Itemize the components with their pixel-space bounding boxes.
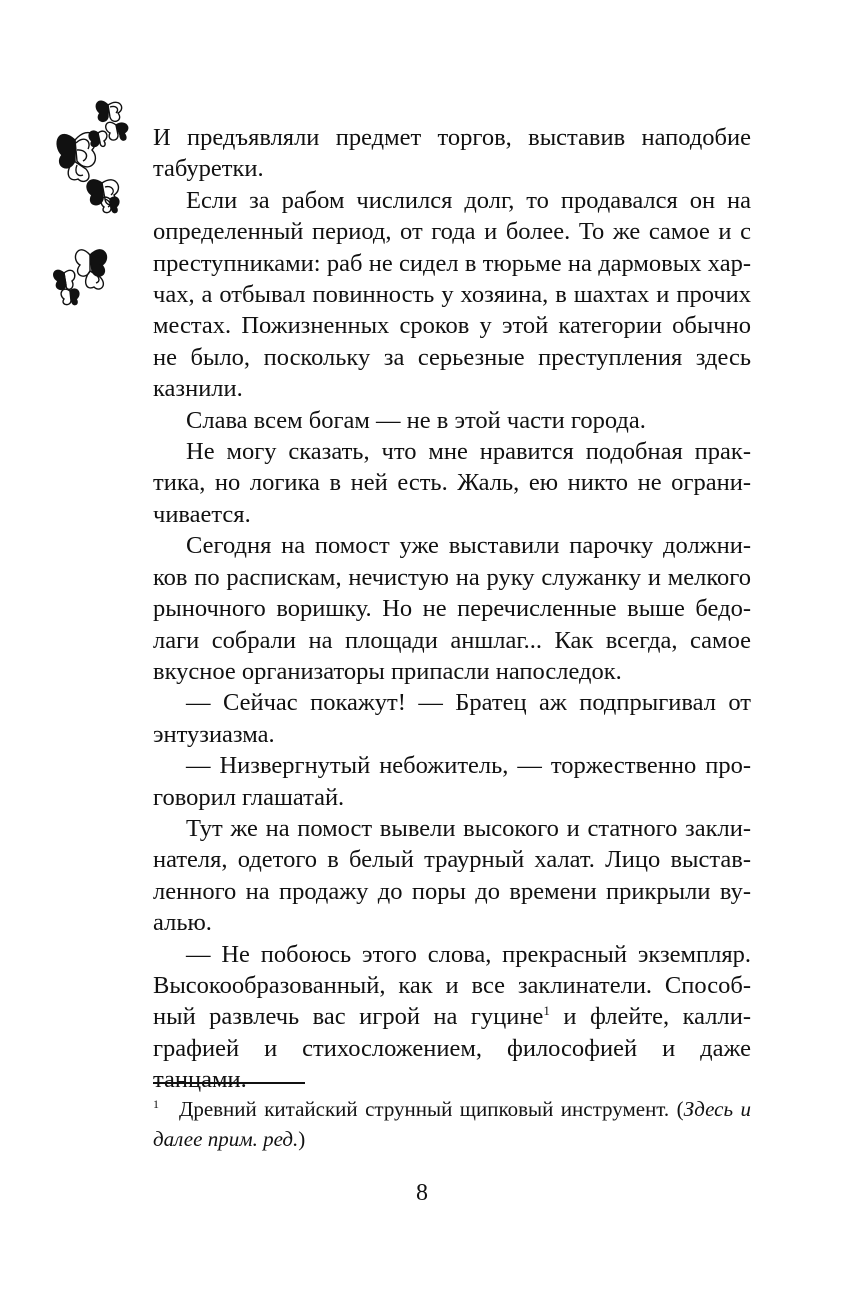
paragraph: Слава всем богам — не в этой части города. [186, 406, 646, 434]
page-number: 8 [416, 1180, 428, 1206]
paragraph: Не могу сказать, что мне нравится подобная практика, но логика в ней есть. Жаль, ею никто не ограничивается. [153, 438, 751, 528]
paragraph: И предъявляли предмет торгов, выставив наподобие табуретки. [153, 124, 751, 183]
flower-icon [75, 250, 106, 289]
footnote-divider [153, 1082, 305, 1084]
paragraph: — Низвергнутый небожитель, — торжественно проговорил глашатай. [153, 752, 751, 811]
footnote-text: Древний китайский струнный щипковый инструмент. ( [179, 1097, 684, 1121]
paragraph-tail: и флейте, каллиграфией и стихосложением, философией и даже танцами. [153, 1003, 751, 1094]
butterfly-icon [54, 270, 75, 289]
paragraph [153, 939, 751, 1096]
butterfly-icon [106, 122, 128, 140]
paragraph: Тут же на помост вывели высокого и статного заклинателя, одетого в белый траурный халат. Лицо выставленного на продажу до поры до времени прикрыли вуалью. [153, 814, 751, 937]
footnote-close: ) [298, 1127, 306, 1151]
footnote-number: 1 [153, 1097, 159, 1111]
butterfly-icon [89, 131, 107, 146]
paragraph: — Сейчас покажут! — Братец аж подпрыгивал от энтузиазма. [153, 689, 751, 748]
butterfly-icon [96, 101, 121, 121]
butterfly-icon [61, 289, 79, 304]
footnote [153, 1094, 751, 1154]
main-text [153, 122, 751, 1096]
footnote-editor-note: Здесь и далее прим. ред. [153, 1097, 751, 1151]
butterfly-icon [101, 197, 119, 212]
paragraph: Сегодня на помост уже выставили парочку должников по распискам, нечистую на руку служанку и мелкого рыночного воришку. Но не перечисленные выше бедолаги собрали на площади аншлаг... Как всегда, самое вкусное организаторы припасли напоследок. [153, 532, 751, 685]
butterfly-ornament-icon [50, 95, 135, 310]
paragraph-text: — Не побоюсь этого слова, прекрасный экземпляр. Высокообразованный, как и все заклинатели. Способный развлечь вас игрой на гуцине [153, 940, 751, 1031]
footnote-reference: 1 [543, 1003, 550, 1019]
paragraph: Если за рабом числился долг, то продавался он на определенный период, от года и более. То же самое и с преступниками: раб не сидел в тюрьме на дармовых харчах, а отбывал повинность у хозяина, в шахтах и прочих местах. Пожизненных сроков у этой категории обычно не было, поскольку за серьезные преступления здесь казнили. [153, 186, 751, 403]
